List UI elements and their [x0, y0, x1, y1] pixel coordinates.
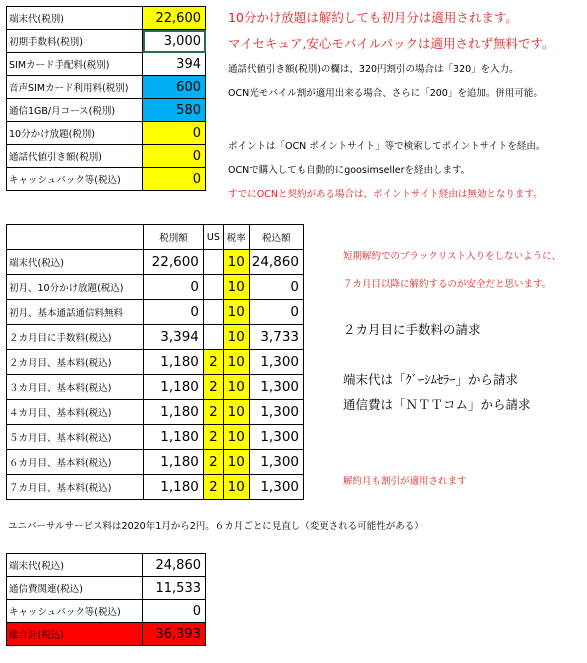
row-label: キャッシュバック等(税込)	[7, 600, 143, 623]
row-value: 24,860	[143, 554, 206, 577]
row-label: 端末代(税込)	[7, 250, 144, 275]
grand-total-table	[6, 553, 206, 646]
base-amount[interactable]: 3,394	[144, 325, 204, 350]
row-value: 0	[143, 600, 206, 623]
note-short-cancel-1: 短期解約でのブラックリスト入りをしないように、	[343, 251, 562, 262]
row-value[interactable]: 0	[143, 122, 206, 145]
total-amount[interactable]: 24,860	[249, 250, 303, 275]
base-amount[interactable]: 0	[144, 300, 204, 325]
tax-rate[interactable]: 10	[223, 350, 249, 375]
base-amount[interactable]: 0	[144, 275, 204, 300]
top-row	[7, 30, 206, 53]
row-value[interactable]: 22,600	[143, 7, 206, 30]
total-row	[7, 577, 206, 600]
row-value[interactable]: 580	[143, 99, 206, 122]
us-fee[interactable]: 2	[203, 475, 223, 500]
tax-rate[interactable]: 10	[223, 475, 249, 500]
total-amount[interactable]: 1,300	[249, 400, 303, 425]
us-fee[interactable]: 2	[203, 450, 223, 475]
tax-rate[interactable]: 10	[223, 250, 249, 275]
total-amount[interactable]: 0	[249, 275, 303, 300]
base-amount[interactable]: 22,600	[144, 250, 204, 275]
table-row	[7, 250, 304, 275]
us-fee[interactable]	[203, 275, 223, 300]
base-amount[interactable]: 1,180	[144, 450, 204, 475]
table-row	[7, 475, 304, 500]
total-row	[7, 600, 206, 623]
table-row	[7, 450, 304, 475]
tax-rate[interactable]: 10	[223, 325, 249, 350]
row-label: 音声SIMカード利用料(税別)	[7, 76, 143, 99]
row-value[interactable]: 0	[143, 145, 206, 168]
row-label: ２カ月目、基本料(税込)	[7, 350, 144, 375]
row-label: ２カ月目に手数料(税込)	[7, 325, 144, 350]
note-point-site: ポイントは「OCN ポイントサイト」等で検索してポイントサイトを経由。	[228, 141, 546, 152]
top-row	[7, 99, 206, 122]
tax-rate[interactable]: 10	[223, 300, 249, 325]
total-amount[interactable]: 3,733	[249, 325, 303, 350]
top-row	[7, 168, 206, 191]
row-label: 端末代(税別)	[7, 7, 143, 30]
row-label: 初月、10分かけ放題(税込)	[7, 275, 144, 300]
row-label: ６カ月目、基本料(税込)	[7, 450, 144, 475]
note-fee-second-month: ２カ月目に手数料の請求	[343, 322, 481, 337]
note-existing-contract: すでにOCNと契約がある場合は、ポイントサイト経由は無効となります。	[228, 189, 543, 200]
note-mysecure: マイセキュア,安心モバイルパックは適用されず無料です。	[228, 36, 555, 51]
base-amount[interactable]: 1,180	[144, 400, 204, 425]
row-value[interactable]: 0	[143, 168, 206, 191]
us-fee[interactable]: 2	[203, 425, 223, 450]
row-label: 10分かけ放題(税別)	[7, 122, 143, 145]
header-total: 税込額	[249, 225, 303, 250]
us-fee[interactable]	[203, 300, 223, 325]
table-row	[7, 325, 304, 350]
tax-rate[interactable]: 10	[223, 400, 249, 425]
top-row	[7, 145, 206, 168]
row-label: キャッシュバック等(税込)	[7, 168, 143, 191]
tax-rate[interactable]: 10	[223, 275, 249, 300]
row-value[interactable]: 394	[143, 53, 206, 76]
note-cancel-month-discount: 解約月も割引が適用されます	[343, 476, 467, 487]
us-fee[interactable]	[203, 250, 223, 275]
row-value: 36,393	[143, 623, 206, 646]
row-label: 初月、基本通話通信料無料	[7, 300, 144, 325]
note-ocn-hikari: OCN光モバイル割が適用出来る場合、さらに「200」を追加。併用可能。	[228, 88, 543, 99]
top-row	[7, 53, 206, 76]
total-amount[interactable]: 1,300	[249, 450, 303, 475]
us-fee[interactable]: 2	[203, 375, 223, 400]
total-row	[7, 554, 206, 577]
table-row	[7, 275, 304, 300]
row-label: ４カ月目、基本料(税込)	[7, 400, 144, 425]
note-short-cancel-2: ７カ月目以降に解約するのが安全だと思います。	[343, 279, 552, 290]
row-label: 総合計(税込)	[7, 623, 143, 646]
row-label: ３カ月目、基本料(税込)	[7, 375, 144, 400]
table-row	[7, 350, 304, 375]
tax-rate[interactable]: 10	[223, 375, 249, 400]
base-amount[interactable]: 1,180	[144, 425, 204, 450]
row-label: 通話代値引き額(税別)	[7, 145, 143, 168]
us-fee[interactable]: 2	[203, 350, 223, 375]
header-rate: 税率	[223, 225, 249, 250]
monthly-cost-table	[6, 224, 304, 500]
row-value: 11,533	[143, 577, 206, 600]
total-amount[interactable]: 1,300	[249, 350, 303, 375]
total-amount[interactable]: 1,300	[249, 375, 303, 400]
base-amount[interactable]: 1,180	[144, 475, 204, 500]
row-label: 端末代(税込)	[7, 554, 143, 577]
base-amount[interactable]: 1,180	[144, 375, 204, 400]
tax-rate[interactable]: 10	[223, 425, 249, 450]
row-label: 初期手数料(税別)	[7, 30, 143, 53]
universal-service-note: ユニバーサルサービス料は2020年1月から2円。６カ月ごとに見直し（変更される可能性がある）	[8, 521, 424, 532]
table-row	[7, 300, 304, 325]
top-summary-table	[6, 6, 206, 191]
tax-rate[interactable]: 10	[223, 450, 249, 475]
row-label: SIMカード手配料(税別)	[7, 53, 143, 76]
note-discount-input: 通話代値引き額(税別)の欄は、320円割引の場合は「320」を入力。	[228, 64, 519, 75]
row-value[interactable]: 600	[143, 76, 206, 99]
top-row	[7, 122, 206, 145]
total-amount[interactable]: 1,300	[249, 425, 303, 450]
note-kakehoudai: 10分かけ放題は解約しても初月分は適用されます。	[228, 10, 518, 25]
total-amount[interactable]: 0	[249, 300, 303, 325]
base-amount[interactable]: 1,180	[144, 350, 204, 375]
row-label: ７カ月目、基本料(税込)	[7, 475, 144, 500]
top-row	[7, 7, 206, 30]
header-base: 税別額	[144, 225, 204, 250]
row-value[interactable]: 3,000	[143, 30, 206, 53]
table-header-row	[7, 225, 304, 250]
note-comm-billing: 通信費は「ＮＴＴコム」から請求	[343, 397, 531, 412]
us-fee[interactable]	[203, 325, 223, 350]
row-label: 通信費関連(税込)	[7, 577, 143, 600]
us-fee[interactable]: 2	[203, 400, 223, 425]
row-label: ５カ月目、基本料(税込)	[7, 425, 144, 450]
table-row	[7, 425, 304, 450]
header-us: US	[203, 225, 223, 250]
total-row	[7, 623, 206, 646]
table-row	[7, 375, 304, 400]
table-row	[7, 400, 304, 425]
total-amount[interactable]: 1,300	[249, 475, 303, 500]
note-device-billing: 端末代は「ｸﾞｰｼﾑｾﾗｰ」から請求	[343, 372, 519, 387]
top-row	[7, 76, 206, 99]
note-goosimseller: OCNで購入しても自動的にgoosimsellerを経由します。	[228, 165, 471, 176]
row-label: 通信1GB/月コース(税別)	[7, 99, 143, 122]
